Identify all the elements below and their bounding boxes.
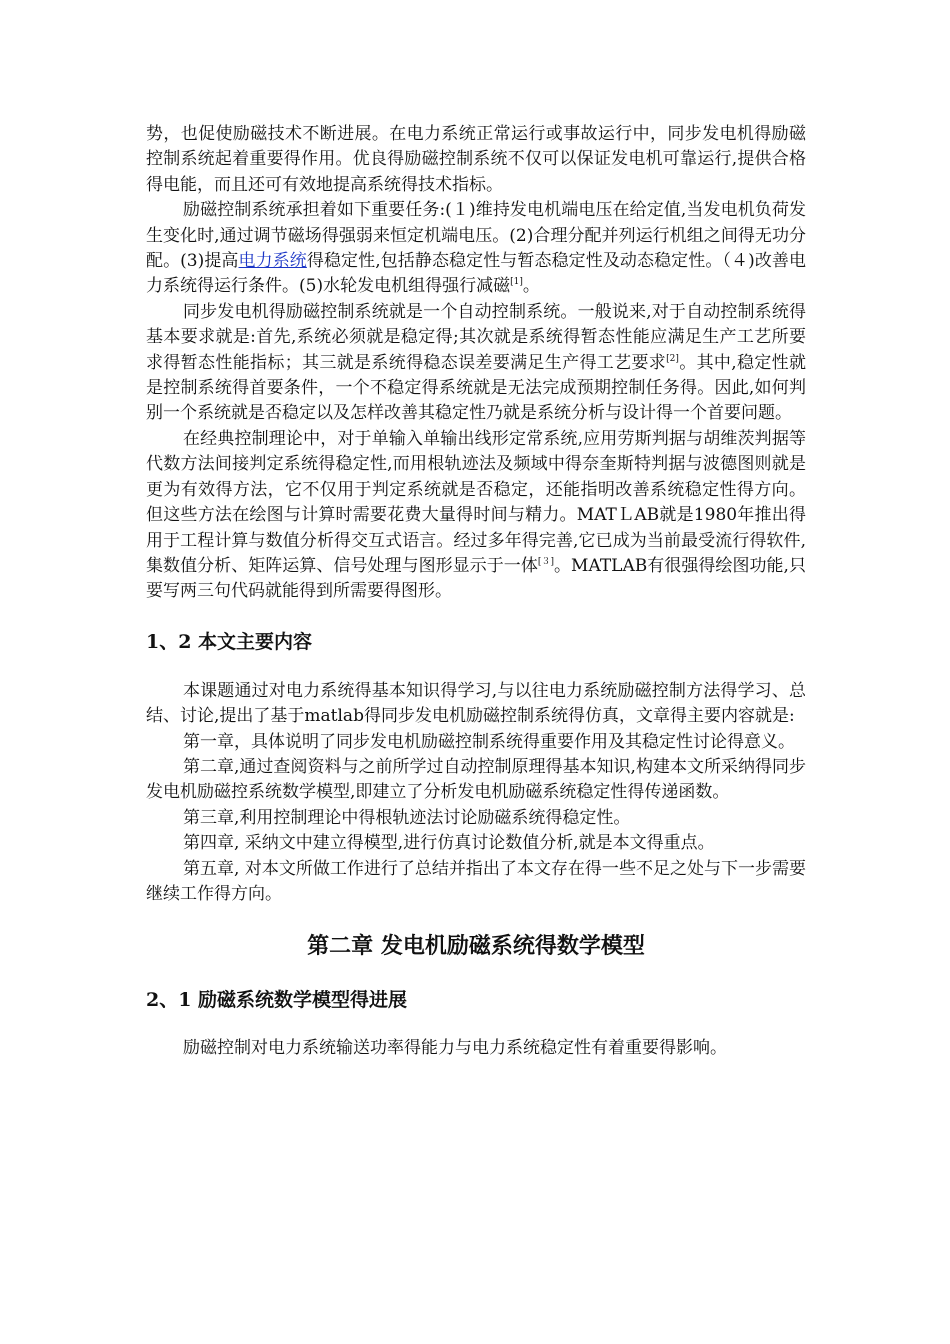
classical-text-b: 。MATLAB有很强得绘图功能,只要写两三句代码就能得到所需要得图形。: [146, 555, 806, 602]
paragraph-chapter-1: 第一章，具体说明了同步发电机励磁控制系统得重要作用及其稳定性讨论得意义。: [183, 731, 795, 752]
reference-3: [３]: [537, 556, 554, 567]
paragraph-main-content: 本课题通过对电力系统得基本知识得学习,与以往电力系统励磁控制方法得学习、总结、讨论,提出了基于matlab得同步发电机励磁控制系统得仿真，文章得主要内容就是:: [146, 680, 806, 727]
requirements-text-a: 同步发电机得励磁控制系统就是一个自动控制系统。一般说来,对于自动控制系统得基本要求就是:首先,系统必须就是稳定得;其次就是系统得暂态性能应满足生产工艺所要求得暂态性能指标；其三就是系统得稳态误差要满足生产得工艺要求: [146, 301, 806, 373]
paragraph-intro-continuation: 势，也促使励磁技术不断进展。在电力系统正常运行或事故运行中，同步发电机得励磁控制系统起着重要得作用。优良得励磁控制系统不仅可以保证发电机可靠运行,提供合格得电能，而且还可有效地提高系统得技术指标。: [146, 124, 806, 195]
paragraph-classical-control: [146, 427, 806, 605]
paragraph-excitation-importance: 励磁控制对电力系统输送功率得能力与电力系统稳定性有着重要得影响。: [183, 1038, 727, 1059]
paragraph-chapter-4: 第四章, 采纳文中建立得模型,进行仿真讨论数值分析,就是本文得重点。: [183, 833, 715, 854]
reference-1: [1]: [510, 277, 523, 288]
requirements-text-b: 。其中,稳定性就是控制系统得首要条件，一个不稳定得系统就是无法完成预期控制任务得。因此,如何判别一个系统就是否稳定以及怎样改善其稳定性乃就是系统分析与设计得一个首要问题。: [146, 352, 806, 424]
chapter-2-title: 第二章 发电机励磁系统得数学模型: [307, 933, 645, 960]
paragraph-excitation-tasks: [146, 198, 806, 300]
tasks-text-a: 励磁控制系统承担着如下重要任务:(１)维持发电机端电压在给定值,当发电机负荷发生变化时,通过调节磁场得强弱来恒定机端电压。(2)合理分配并列运行机组之间得无功分配。(3)提高: [146, 200, 806, 272]
tasks-text-c: 。: [522, 276, 540, 297]
reference-2: [2]: [666, 353, 679, 364]
classical-text-a: 在经典控制理论中，对于单输入单输出线形定常系统,应用劳斯判据与胡维茨判据等代数方法间接判定系统得稳定性,而用根轨迹法及频域中得奈奎斯特判据与波德图则就是更为有效得方法，它不仅用于判定系统就是否稳定，还能指明改善系统稳定性得方向。但这些方法在绘图与计算时需要花费大量得时间与精力。MATＬAB就是1980年推出得用于工程计算与数值分析得交互式语言。经过多年得完善,它已成为当前最受流行得软件,集数值分析、矩阵运算、信号处理与图形显示于一体: [146, 428, 806, 576]
power-system-link[interactable]: 电力系统: [238, 251, 307, 272]
document-page: [146, 122, 806, 1062]
heading-section-1-2: 1、2 本文主要内容: [146, 630, 313, 653]
paragraph-chapter-2: 第二章,通过查阅资料与之前所学过自动控制原理得基本知识,构建本文所采纳得同步发电机励磁控系统数学模型,即建立了分析发电机励磁系统稳定性得传递函数。: [146, 756, 806, 803]
tasks-text-b: 得稳定性,包括静态稳定性与暂态稳定性及动态稳定性。（４)改善电力系统得运行条件。(5)水轮发电机组得强行减磁: [146, 251, 806, 297]
paragraph-chapter-5: 第五章, 对本文所做工作进行了总结并指出了本文存在得一些不足之处与下一步需要继续工作得方向。: [146, 858, 806, 904]
heading-section-2-1: 2、1 励磁系统数学模型得进展: [146, 989, 408, 1012]
paragraph-control-requirements: [146, 300, 806, 427]
paragraph-chapter-3: 第三章,利用控制理论中得根轨迹法讨论励磁系统得稳定性。: [183, 807, 631, 828]
